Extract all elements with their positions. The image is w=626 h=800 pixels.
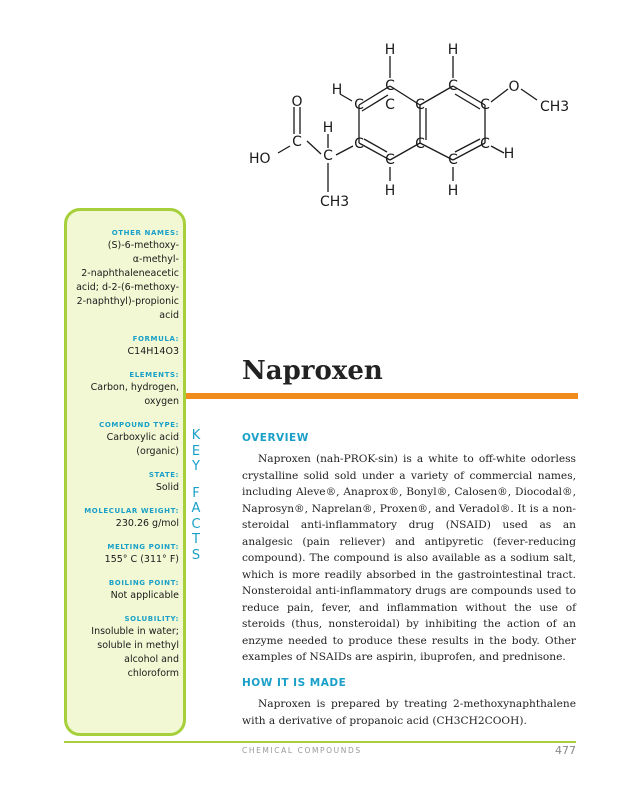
fact-value: 230.26 g/mol — [115, 518, 179, 529]
fact-value: (S)-6-methoxy- α-methyl- 2-naphthaleneacetic acid; d-2-(6-methoxy- 2-naphthyl)-propionic acid — [76, 240, 179, 321]
fact-molecular-weight — [67, 507, 179, 531]
fact-label: SOLUBILITY: — [124, 615, 179, 623]
atom-o: O — [508, 79, 520, 95]
overview-paragraph: Naproxen (nah-PROK-sin) is a white to off-white odorless crystalline solid sold under a variety of commercial names, including Aleve®, Anaprox®, Bonyl®, Calosen®, Diocodal®, Naprosyn®, Naprelan®, Proxen®, and Veradol®. It is a non-steroidal anti-inflammatory drug (NSAID) used as an analgesic (pain reliever) and antipyretic (fever-reducing compound). The compound is also available as a sodium salt, which is more readily absorbed in the gastrointestinal tract. Nonsteroidal anti-inflammatory drugs are compounds used to reduce pain, fever, and inflammation without the use of steroids (thus, nonsteroidal) by inhibiting the action of an enzyme needed to produce these results in the body. Other examples of NSAIDs are aspirin, ibuprofen, and prednisone. — [242, 453, 576, 663]
fact-formula — [67, 335, 179, 359]
page-number: 477 — [555, 744, 576, 757]
how-paragraph: Naproxen is prepared by treating 2-methoxynaphthalene with a derivative of propanoic acid (CH3CH2COOH). — [242, 698, 576, 727]
page-title: Naproxen — [242, 356, 383, 386]
structure-bonds — [278, 56, 537, 192]
fact-value: Not applicable — [110, 590, 179, 601]
fact-label: COMPOUND TYPE: — [99, 421, 179, 429]
atom-ch3: CH3 — [320, 194, 350, 210]
atom-h: H — [447, 183, 459, 199]
atom-c: C — [323, 148, 333, 164]
fact-value: 155° C (311° F) — [104, 554, 179, 565]
fact-label: STATE: — [148, 471, 179, 479]
atom-c: C — [385, 78, 395, 94]
atom-o: O — [291, 94, 303, 110]
key-facts-letter: E — [191, 443, 201, 459]
fact-value: C14H14O3 — [127, 346, 179, 357]
fact-label: FORMULA: — [132, 335, 179, 343]
fact-value: Carbon, hydrogen, oxygen — [90, 382, 179, 407]
fact-boiling-point — [67, 579, 179, 603]
atom-h: H — [384, 183, 396, 199]
key-facts-letter: T — [192, 532, 200, 547]
key-facts-letter: C — [191, 516, 201, 532]
atom-h: H — [503, 146, 515, 162]
fact-label: OTHER NAMES: — [111, 229, 179, 237]
atom-c: C — [415, 136, 425, 152]
atom-c: C — [385, 97, 395, 113]
atom-h: H — [331, 82, 343, 98]
atom-h: H — [384, 42, 396, 58]
atom-h: H — [322, 120, 334, 136]
atom-c: C — [415, 97, 425, 113]
key-facts-letter: K — [191, 428, 201, 443]
atom-c: C — [292, 134, 302, 150]
title-divider — [186, 393, 578, 399]
fact-label: MOLECULAR WEIGHT: — [84, 507, 179, 515]
key-facts-vertical-label — [186, 428, 206, 563]
how-it-is-made-text — [242, 696, 576, 729]
fact-other-names — [67, 229, 179, 323]
book-title: CHEMICAL COMPOUNDS — [242, 746, 362, 755]
structure-atom-labels — [249, 42, 569, 210]
fact-value: Carboxylic acid (organic) — [106, 432, 179, 457]
fact-value: Insoluble in water; soluble in methyl alcohol and chloroform — [91, 626, 179, 679]
fact-state — [67, 471, 179, 495]
key-facts-letter: Y — [192, 459, 200, 474]
atom-c: C — [480, 97, 490, 113]
naproxen-structure-diagram — [240, 36, 580, 216]
atom-ho: HO — [249, 151, 271, 167]
fact-label: BOILING POINT: — [108, 579, 179, 587]
atom-c: C — [448, 152, 458, 168]
atom-c: C — [385, 152, 395, 168]
atom-c: C — [354, 97, 364, 113]
fact-melting-point — [67, 543, 179, 567]
atom-c: C — [354, 136, 364, 152]
footer-divider — [64, 741, 576, 743]
fact-compound-type — [67, 421, 179, 459]
fact-elements — [67, 371, 179, 409]
fact-solubility — [67, 615, 179, 681]
key-facts-letter: S — [191, 547, 201, 563]
fact-value: Solid — [155, 482, 179, 493]
overview-text — [242, 451, 576, 666]
how-it-is-made-heading: HOW IT IS MADE — [242, 677, 347, 689]
atom-c: C — [448, 78, 458, 94]
atom-h: H — [447, 42, 459, 58]
fact-label: ELEMENTS: — [129, 371, 179, 379]
atom-ch3: CH3 — [540, 99, 570, 115]
key-facts-letter: A — [191, 501, 201, 516]
atom-c: C — [480, 136, 490, 152]
overview-heading: OVERVIEW — [242, 432, 309, 444]
key-facts-sidebar — [64, 208, 186, 736]
fact-label: MELTING POINT: — [107, 543, 179, 551]
key-facts-letter: F — [192, 485, 200, 501]
